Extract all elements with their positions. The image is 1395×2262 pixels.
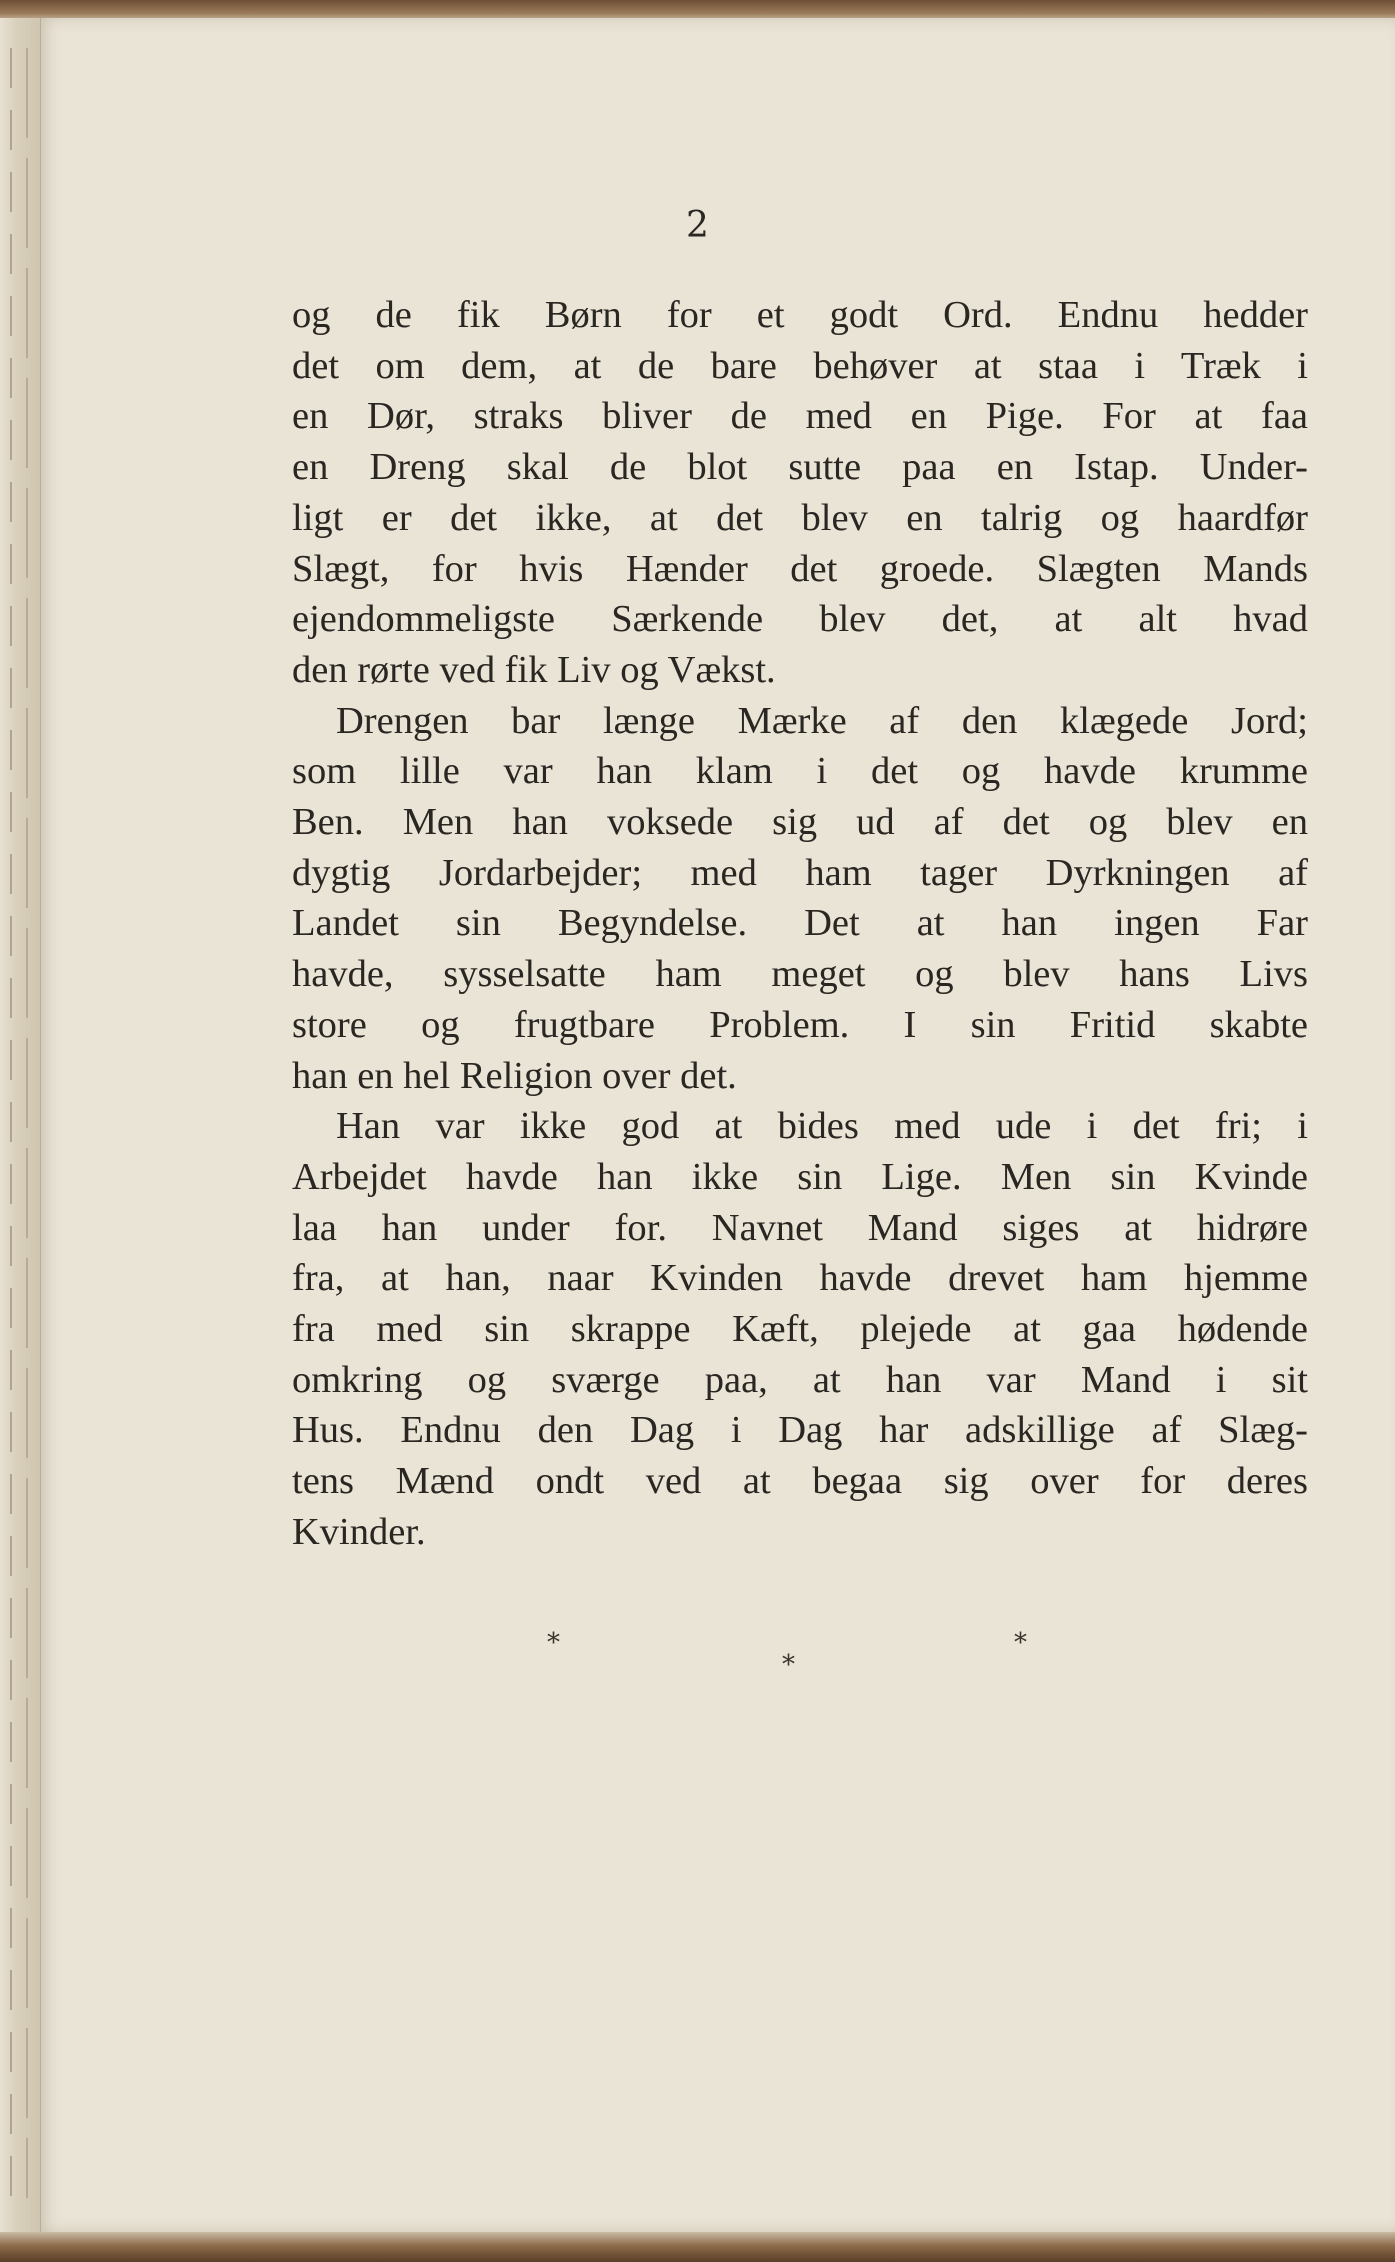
text-line: en Dreng skal de blot sutte paa en Istap. Under- xyxy=(292,446,1308,489)
text-line: Han var ikke god at bides med ude i det fri; i xyxy=(336,1105,1308,1148)
text-line: Hus. Endnu den Dag i Dag har adskillige af Slæg- xyxy=(292,1409,1308,1452)
bottom-cover-edge xyxy=(0,2232,1395,2262)
section-break xyxy=(0,1620,1395,1680)
text-line: fra, at han, naar Kvinden havde drevet ham hjemme xyxy=(292,1257,1308,1300)
text-line: dygtig Jordarbejder; med ham tager Dyrkningen af xyxy=(292,851,1308,894)
text-line: Ben. Men han voksede sig ud af det og blev en xyxy=(292,801,1308,844)
asterisk: * xyxy=(782,1650,795,1680)
text-line: Arbejdet havde han ikke sin Lige. Men sin Kvinde xyxy=(292,1155,1308,1198)
text-line: Slægt, for hvis Hænder det groede. Slægten Mands xyxy=(292,547,1308,590)
text-line: laa han under for. Navnet Mand siges at hidrøre xyxy=(292,1206,1308,1249)
asterisk: * xyxy=(1014,1628,1027,1658)
text-line: det om dem, at de bare behøver at staa i Træk i xyxy=(292,344,1308,387)
text-line: havde, sysselsatte ham meget og blev hans Livs xyxy=(292,953,1308,996)
text-line: en Dør, straks bliver de med en Pige. For at faa xyxy=(292,395,1308,438)
text-line: fra med sin skrappe Kæft, plejede at gaa hødende xyxy=(292,1308,1308,1351)
asterisk: * xyxy=(547,1628,560,1658)
binding-thread xyxy=(26,48,28,2198)
binding-thread xyxy=(10,48,12,2198)
body-text xyxy=(292,290,1308,1558)
text-line: den rørte ved fik Liv og Vækst. xyxy=(292,648,776,691)
text-line: Kvinder. xyxy=(292,1510,426,1553)
text-line: omkring og sværge paa, at han var Mand i sit xyxy=(292,1358,1308,1401)
text-line: Landet sin Begyndelse. Det at han ingen Far xyxy=(292,902,1308,945)
text-line: som lille var han klam i det og havde krumme xyxy=(292,750,1308,793)
text-line: tens Mænd ondt ved at begaa sig over for deres xyxy=(292,1460,1308,1503)
page-number: 2 xyxy=(686,205,709,246)
page-binding xyxy=(0,18,41,2232)
text-line: ejendommeligste Særkende blev det, at alt hvad xyxy=(292,598,1308,641)
text-line: Drengen bar længe Mærke af den klægede Jord; xyxy=(336,699,1308,742)
text-line: ligt er det ikke, at det blev en talrig og haardfør xyxy=(292,496,1308,539)
text-line: han en hel Religion over det. xyxy=(292,1054,737,1097)
text-line: store og frugtbare Problem. I sin Fritid skabte xyxy=(292,1003,1308,1046)
text-line: og de fik Børn for et godt Ord. Endnu hedder xyxy=(292,294,1308,336)
